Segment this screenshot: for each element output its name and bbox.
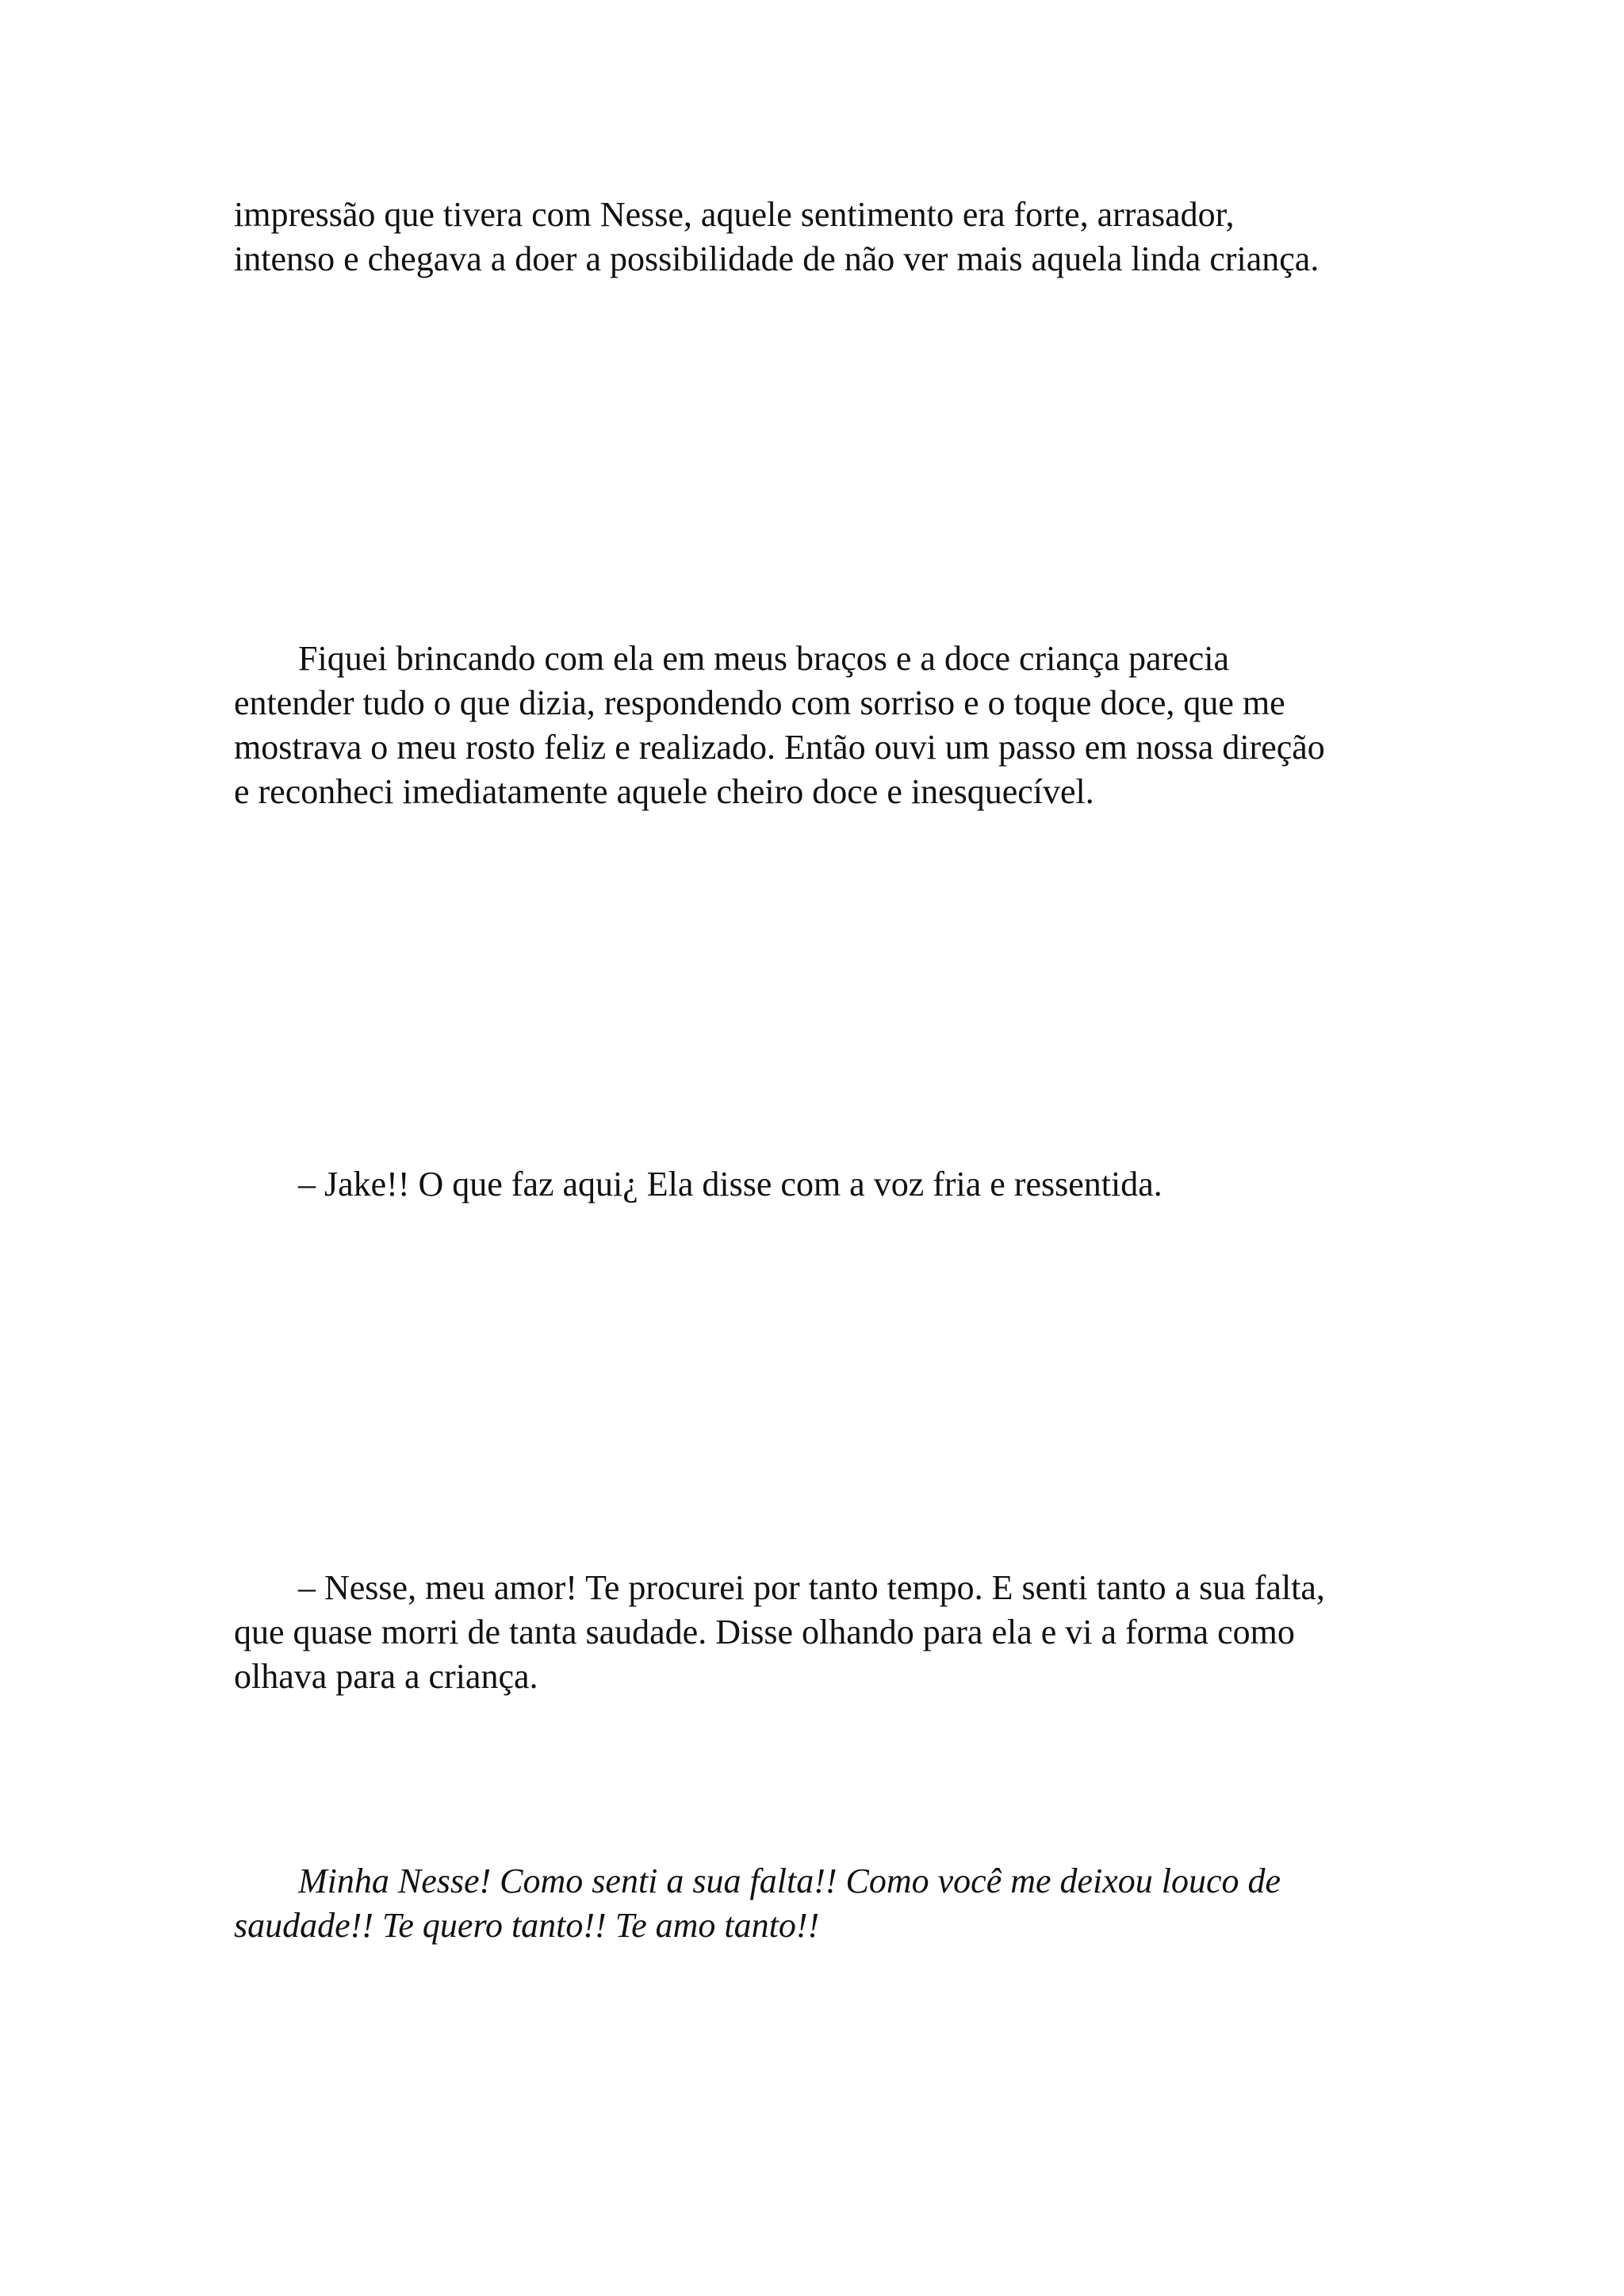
paragraph-narration (234, 637, 1400, 814)
text-line: mostrava o meu rosto feliz e realizado. Então ouvi um passo em nossa direção (234, 728, 1325, 767)
text-line: que quase morri de tanta saudade. Disse olhando para ela e vi a forma como (234, 1613, 1295, 1651)
paragraph-continuation (234, 193, 1400, 281)
paragraph-inner-thought (234, 1859, 1400, 1948)
text-line: olhava para a criança. (234, 1657, 538, 1696)
text-line: e reconheci imediatamente aquele cheiro doce e inesquecível. (234, 772, 1094, 811)
paragraph-dialogue (234, 1162, 1400, 1207)
text-line: Minha Nesse! Como senti a sua falta!! Como você me deixou louco de (298, 1862, 1281, 1900)
text-line: intenso e chegava a doer a possibilidade de não ver mais aquela linda criança. (234, 239, 1320, 278)
text-line: entender tudo o que dizia, respondendo com sorriso e o toque doce, que me (234, 683, 1285, 722)
text-line: Fiquei brincando com ela em meus braços e a doce criança parecia (298, 639, 1229, 678)
text-line: saudade!! Te quero tanto!! Te amo tanto!! (234, 1906, 820, 1945)
text-line: – Nesse, meu amor! Te procurei por tanto tempo. E senti tanto a sua falta, (298, 1568, 1325, 1607)
text-line: impressão que tivera com Nesse, aquele sentimento era forte, arrasador, (234, 195, 1235, 234)
text-line: – Jake!! O que faz aqui¿ Ela disse com a voz fria e ressentida. (298, 1165, 1162, 1203)
paragraph-dialogue (234, 1566, 1400, 1699)
